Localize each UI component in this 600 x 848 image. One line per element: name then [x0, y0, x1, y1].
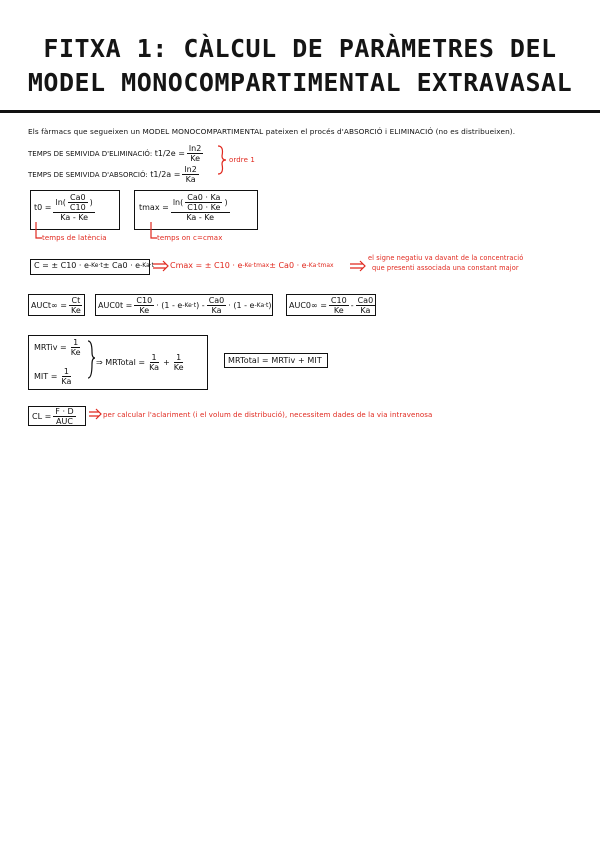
t0-den: Ka - Ke — [60, 213, 89, 223]
cl-note: per calcular l'aclariment (i el volum de distribució), necessitem dades de la via intravenosa — [103, 411, 433, 419]
cmax-arrow — [153, 261, 168, 271]
auc-0inf-num-1: C10 — [330, 296, 347, 305]
auc-0t-mid-1: · (1 - e — [156, 301, 183, 311]
conc-exp-1: -Ke·t — [88, 262, 103, 269]
mrt-iv-den: Ke — [70, 348, 81, 358]
tmax-inner-den: C10 · Ke — [187, 203, 221, 213]
mrtotal-den-2: Ke — [173, 363, 184, 373]
auc-0t-exp-2: -Ka·t — [254, 302, 269, 310]
elim-lhs: t1/2e = — [154, 149, 185, 159]
t0-inner-num: Ca0 — [70, 193, 86, 202]
tmax-den: Ka - Ke — [186, 213, 215, 223]
cl-arrow — [89, 409, 101, 419]
tmax-note: temps on c=cmax — [157, 234, 223, 242]
auc-0inf-den-1: Ke — [333, 306, 344, 316]
mrtotal-den-1: Ka — [149, 363, 160, 373]
elim-den: Ke — [190, 154, 200, 164]
abs-lhs: t1/2a = — [150, 170, 181, 180]
mrtotal-plus: + — [163, 358, 170, 368]
title-line-2: MODEL MONOCOMPARTIMENTAL EXTRAVASAL — [27, 68, 573, 97]
auc-0inf-minus: - — [350, 301, 354, 311]
mit-lhs: MIT = — [34, 372, 58, 382]
auc-0t-den-1: Ke — [139, 306, 150, 316]
mrt-iv-lhs: MRTiv = — [34, 343, 67, 353]
mrt-brace — [88, 341, 95, 378]
mit-num: 1 — [63, 367, 69, 376]
auc-0inf-num-2: Ca0 — [357, 296, 374, 305]
sign-note-line-2: que presenti associada una constant major — [372, 264, 519, 272]
mit-den: Ka — [61, 377, 72, 387]
elim-label: TEMPS DE SEMIVIDA D'ELIMINACIÓ: — [28, 149, 153, 158]
auc-tinf-den: Ke — [70, 306, 81, 316]
t0-lhs: t0 = — [34, 203, 52, 213]
conc-term-1: C = ± C10 · e — [34, 261, 89, 270]
tmax-numerator: ln ( $\frac{Ca0 \cdot Ka}{C10 \cdot Ke}$ ) — [172, 193, 228, 213]
t0-numerator: ln ( $\frac{Ca0}{C10}$ ) — [55, 193, 93, 213]
auc-0inf-den-2: Ka — [360, 306, 371, 316]
cl-lhs: CL = — [32, 412, 52, 422]
auc-0t-close-1: ) - — [196, 301, 205, 311]
auc-0t-lhs: AUC0t = — [98, 301, 133, 311]
auc-tinf-lhs: AUCt∞ = — [31, 301, 67, 311]
mrtotal-equation: MRTotal = MRTiv + MIT — [228, 356, 322, 365]
mrtotal-arrow: ⇒ MRTotal = — [96, 358, 146, 368]
auc-tinf-num: Ct — [71, 296, 81, 305]
mrtotal-num-2: 1 — [176, 353, 182, 362]
title-line-1: FITXA 1: CÀLCUL DE PARÀMETRES DEL — [43, 34, 557, 63]
auc-0t-num-2: Ca0 — [208, 296, 225, 305]
tmax-inner-num: Ca0 · Ka — [187, 193, 221, 202]
auc-0t-den-2: Ka — [211, 306, 222, 316]
sign-note-line-1: el signe negatiu va davant de la concentració — [368, 254, 524, 262]
cmax-term-2: ± Ca0 · e — [269, 261, 307, 270]
conc-exp-2: -Ka·t — [140, 262, 155, 269]
abs-den: Ka — [185, 175, 196, 185]
abs-label: TEMPS DE SEMIVIDA D'ABSORCIÓ: — [28, 170, 148, 179]
cmax-exp-2: -Ka·tmax — [306, 262, 334, 269]
t0-note-arrow — [36, 222, 42, 238]
sign-note-arrow — [350, 261, 365, 271]
tmax-lhs: tmax = — [139, 203, 169, 213]
conc-term-2: ± Ca0 · e — [102, 261, 141, 270]
order-bracket — [218, 146, 226, 174]
abs-num: ln2 — [184, 165, 197, 174]
cl-num: F · D — [55, 407, 74, 416]
auc-0t-exp-1: -Ke·t — [182, 302, 197, 310]
tmax-note-arrow — [151, 222, 157, 238]
mrtotal-num-1: 1 — [151, 353, 157, 362]
cl-den: AUC — [56, 417, 73, 427]
mrt-iv-num: 1 — [73, 338, 79, 347]
t0-note: temps de latència — [42, 234, 107, 242]
order-note: ordre 1 — [229, 156, 255, 164]
cmax-term-1: Cmax = ± C10 · e — [170, 261, 243, 270]
tmax-ln: ln — [172, 198, 181, 208]
auc-0inf-lhs: AUC0∞ = — [289, 301, 327, 311]
auc-0t-close-2: ) — [268, 301, 272, 311]
intro-text: Els fàrmacs que segueixen un MODEL MONOCOMPARTIMENTAL pateixen el procés d'ABSORCIÓ i ELIMINACIÓ (no es distribueixen). — [28, 127, 516, 136]
cmax-exp-1: -Ke·tmax — [242, 262, 270, 269]
auc-0t-num-1: C10 — [136, 296, 153, 305]
t0-inner-den: C10 — [69, 203, 86, 213]
elim-num: ln2 — [188, 144, 202, 153]
auc-0t-mid-2: · (1 - e — [228, 301, 255, 311]
t0-ln: ln — [55, 198, 63, 208]
